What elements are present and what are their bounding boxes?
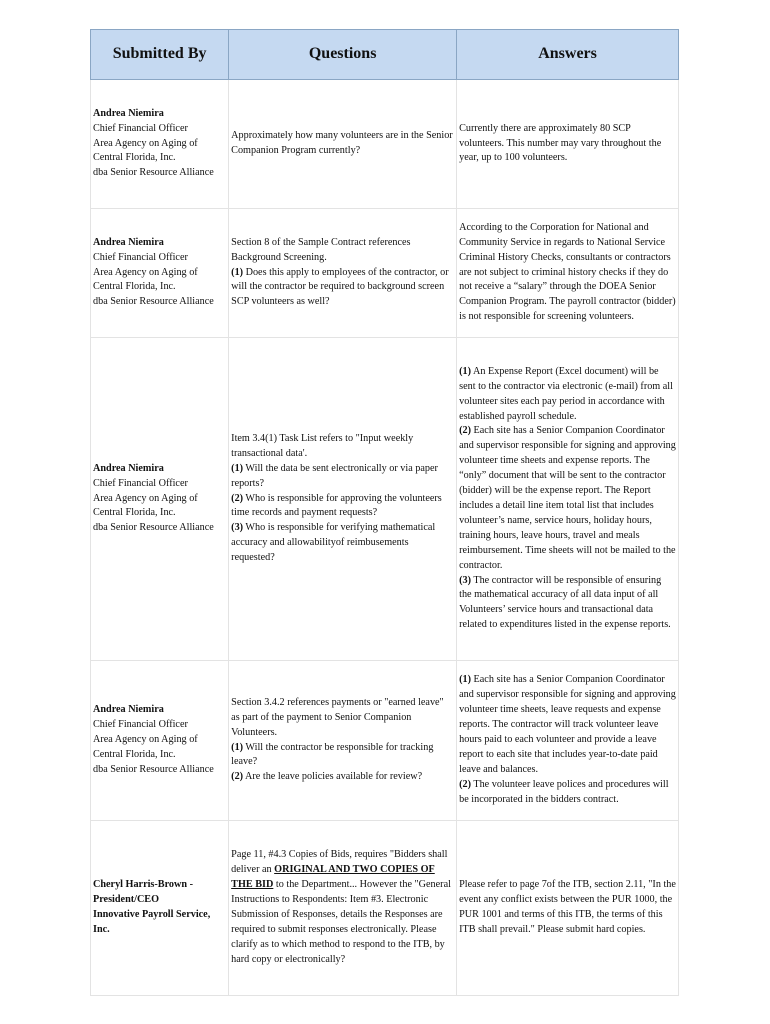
submitter-name: Cheryl Harris-Brown - xyxy=(93,879,193,891)
qa-table xyxy=(90,29,679,996)
question-part: Who is responsible for verifying mathematical accuracy and allowabilityof reimbusements requested? xyxy=(231,522,436,564)
question-text: Approximately how many volunteers are in the Senior Companion Program currently? xyxy=(231,130,453,156)
header-answers: Answers xyxy=(457,30,679,80)
question-intro: Section 8 of the Sample Contract references Background Screening. xyxy=(231,236,411,263)
submitter-title: Chief Financial Officer xyxy=(93,122,188,134)
answer-part: The volunteer leave polices and procedures will be incorporated in the bidders contract. xyxy=(459,778,669,805)
submitter-cell xyxy=(91,338,229,661)
submitter-name: Andrea Niemira xyxy=(93,107,164,119)
answer-number: (2) xyxy=(459,778,471,790)
submitter-org: dba Senior Resource Alliance xyxy=(93,167,214,179)
submitter-cell xyxy=(91,209,229,338)
submitter-title: President/CEO xyxy=(93,894,160,906)
answer-cell xyxy=(457,80,679,209)
question-part: Does this apply to employees of the contractor, or will the contractor be required to background screen SCP volunteers as well? xyxy=(231,266,449,308)
answer-part: An Expense Report (Excel document) will be sent to the contractor via electronic (e-mail) from all volunteer sites each pay period in accordance with established payroll schedule. xyxy=(459,365,673,422)
submitter-title: Chief Financial Officer xyxy=(93,477,188,489)
submitter-cell xyxy=(91,80,229,209)
submitter-org: dba Senior Resource Alliance xyxy=(93,763,214,775)
question-number: (3) xyxy=(231,522,244,534)
question-part: Who is responsible for approving the volunteers time records and payment requests? xyxy=(231,492,442,519)
submitter-org: Central Florida, Inc. xyxy=(93,152,176,164)
submitter-org: Central Florida, Inc. xyxy=(93,507,176,519)
submitter-org: dba Senior Resource Alliance xyxy=(93,522,214,534)
answer-part: Each site has a Senior Companion Coordinator and supervisor responsible for signing and approving volunteer time sheets and expense reports. The “only” document that will be sent to the contractor (bidder) will be the expense report. The Report includes a detail line item total list that includes volunteer’s name, service hours, holiday hours, training hours, leave hours, travel and meals reimbursement. Time sheets will not be mailed to the contractor. xyxy=(459,425,676,571)
question-intro: Section 3.4.2 references payments or "earned leave" as part of the payment to Senior Companion Volunteers. xyxy=(231,696,444,738)
submitter-org: Area Agency on Aging of xyxy=(93,734,198,746)
answer-number: (1) xyxy=(459,365,471,377)
answer-cell xyxy=(457,821,679,996)
table-row xyxy=(91,80,679,209)
answer-text: According to the Corporation for National and Community Service in regards to National Service Criminal History Checks, consultants or contractors are not subject to criminal history checks if they do not receive a “salary” through the DOEA Senior Companion Program. The payroll contractor (bidder) is not responsible for screening volunteers. xyxy=(459,221,676,323)
submitter-org: Area Agency on Aging of xyxy=(93,137,198,149)
question-number: (2) xyxy=(231,492,244,504)
answer-part: The contractor will be responsible of ensuring the mathematical accuracy of all data input of all Volunteers’ service hours and transactional data related to expenditures listed in the expense reports. xyxy=(459,574,671,631)
submitter-org: Innovative Payroll Service, xyxy=(93,909,211,920)
question-part: Will the data be sent electronically or via paper reports? xyxy=(231,462,438,489)
question-rest: to the Department... However the "General Instructions to Respondents: Item #3. Electronic Submission of Responses, details the Responses are required to submit responses electronically. Please clarify as to which method to respond to the ITB, by hard copy or electronically? xyxy=(231,879,451,965)
submitter-org: Central Florida, Inc. xyxy=(93,748,176,760)
answer-cell xyxy=(457,209,679,338)
answer-cell xyxy=(457,338,679,661)
answer-text: Currently there are approximately 80 SCP volunteers. This number may vary throughout the year, up to 100 volunteers. xyxy=(459,122,662,164)
answer-number: (1) xyxy=(459,674,471,686)
answer-cell xyxy=(457,661,679,821)
submitter-org: dba Senior Resource Alliance xyxy=(93,296,214,308)
question-cell xyxy=(229,80,457,209)
answer-number: (3) xyxy=(459,574,471,586)
submitter-name: Andrea Niemira xyxy=(93,462,164,474)
submitter-org: Area Agency on Aging of xyxy=(93,492,198,504)
answer-number: (2) xyxy=(459,425,471,437)
table-row xyxy=(91,338,679,661)
header-row xyxy=(91,30,679,80)
submitter-cell xyxy=(91,821,229,996)
question-number: (1) xyxy=(231,266,244,278)
question-cell xyxy=(229,209,457,338)
submitter-org: Central Florida, Inc. xyxy=(93,281,176,293)
question-cell xyxy=(229,338,457,661)
question-intro: Item 3.4(1) Task List refers to "Input weekly transactional data'. xyxy=(231,432,414,459)
question-number: (1) xyxy=(231,462,244,474)
submitter-title: Chief Financial Officer xyxy=(93,719,188,731)
question-number: (2) xyxy=(231,771,244,783)
question-part: Are the leave policies available for review? xyxy=(243,771,423,783)
question-cell xyxy=(229,661,457,821)
answer-text: Please refer to page 7of the ITB, section 2.11, "In the event any conflict exists between the PUR 1000, the PUR 1001 and terms of this ITB, the terms of this ITB shall prevail." Please submit hard copies. xyxy=(459,879,676,935)
header-submitted-by: Submitted By xyxy=(91,30,229,80)
submitter-cell xyxy=(91,661,229,821)
question-number: (1) xyxy=(231,741,244,753)
table-row xyxy=(91,821,679,996)
question-intro: Page 11, #4.3 Copies of Bids, requires "Bidders shall deliver an xyxy=(231,849,448,876)
header-questions: Questions xyxy=(229,30,457,80)
answer-part: Each site has a Senior Companion Coordinator and supervisor responsible for signing and approving volunteer time sheets, leave requests and expense reports. The contractor will track volunteer leave hours paid to each volunteer and provide a leave report to each site that includes year-to-date paid leave and balances. xyxy=(459,674,676,775)
submitter-name: Andrea Niemira xyxy=(93,236,164,248)
table-row xyxy=(91,209,679,338)
submitter-org: Inc. xyxy=(93,923,110,935)
question-emphasis: ORIGINAL AND TWO COPIES OF THE BID xyxy=(231,864,435,891)
submitter-name: Andrea Niemira xyxy=(93,704,164,716)
table-row xyxy=(91,661,679,821)
question-part: Will the contractor be responsible for tracking leave? xyxy=(231,741,434,768)
submitter-title: Chief Financial Officer xyxy=(93,251,188,263)
question-cell xyxy=(229,821,457,996)
submitter-org: Area Agency on Aging of xyxy=(93,266,198,278)
